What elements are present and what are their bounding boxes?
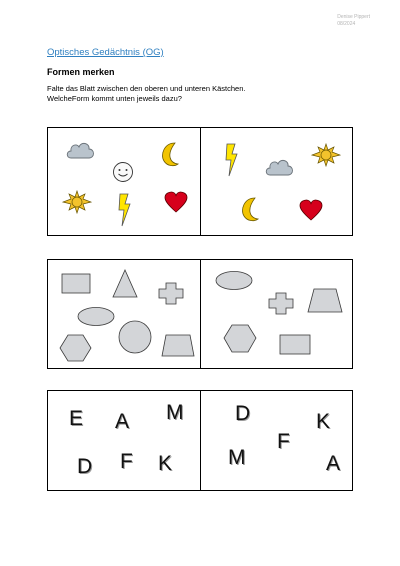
cross-shape (267, 292, 295, 316)
cloud-icon (65, 140, 95, 162)
heart-icon (299, 199, 323, 221)
letter-item: K (316, 410, 331, 433)
instructions-line-2: WelcheForm kommt unten jeweils dazu? (47, 94, 182, 103)
triangle-shape (112, 269, 138, 299)
letter-item: A (115, 410, 130, 433)
category-link[interactable]: Optisches Gedächtnis (OG) (47, 47, 164, 58)
instructions (47, 84, 245, 104)
lightning-icon (117, 193, 133, 227)
panel-divider (200, 260, 201, 368)
sun-icon (311, 143, 341, 167)
trapezoid-shape (161, 334, 195, 358)
lightning-icon (224, 143, 240, 177)
author-name: Denise Pippert (337, 14, 370, 20)
sun-icon (62, 190, 92, 214)
cloud-icon (264, 157, 294, 179)
ellipse-shape (76, 306, 116, 328)
letter-item: E (69, 407, 84, 430)
letter-item: A (326, 452, 341, 475)
moon-icon (158, 141, 180, 169)
letter-item: F (120, 450, 133, 473)
author-date: 08/2024 (337, 21, 356, 27)
page-title: Formen merken (47, 67, 115, 77)
cross-shape (157, 282, 185, 306)
rectangle-shape (279, 334, 311, 356)
panel-divider (200, 128, 201, 235)
letter-item: K (158, 452, 173, 475)
trapezoid-shape (307, 288, 343, 314)
letter-item: D (235, 402, 251, 425)
heart-icon (164, 191, 188, 213)
letter-item: F (277, 430, 290, 453)
letter-item: M (228, 446, 246, 469)
instructions-line-1: Falte das Blatt zwischen den oberen und unteren Kästchen. (47, 84, 246, 93)
panel-symbols (47, 127, 353, 236)
letter-item: M (166, 401, 184, 424)
ellipse-shape (214, 270, 254, 292)
panel-shapes (47, 259, 353, 369)
author-meta (337, 14, 370, 28)
circle-shape (118, 320, 152, 354)
rectangle-shape (61, 273, 91, 295)
panel-divider (200, 391, 201, 490)
panel-letters (47, 390, 353, 491)
smiley-icon (112, 161, 134, 183)
hexagon-shape (223, 324, 257, 353)
moon-icon (238, 196, 260, 224)
letter-item: D (77, 455, 93, 478)
hexagon-shape (59, 334, 92, 362)
